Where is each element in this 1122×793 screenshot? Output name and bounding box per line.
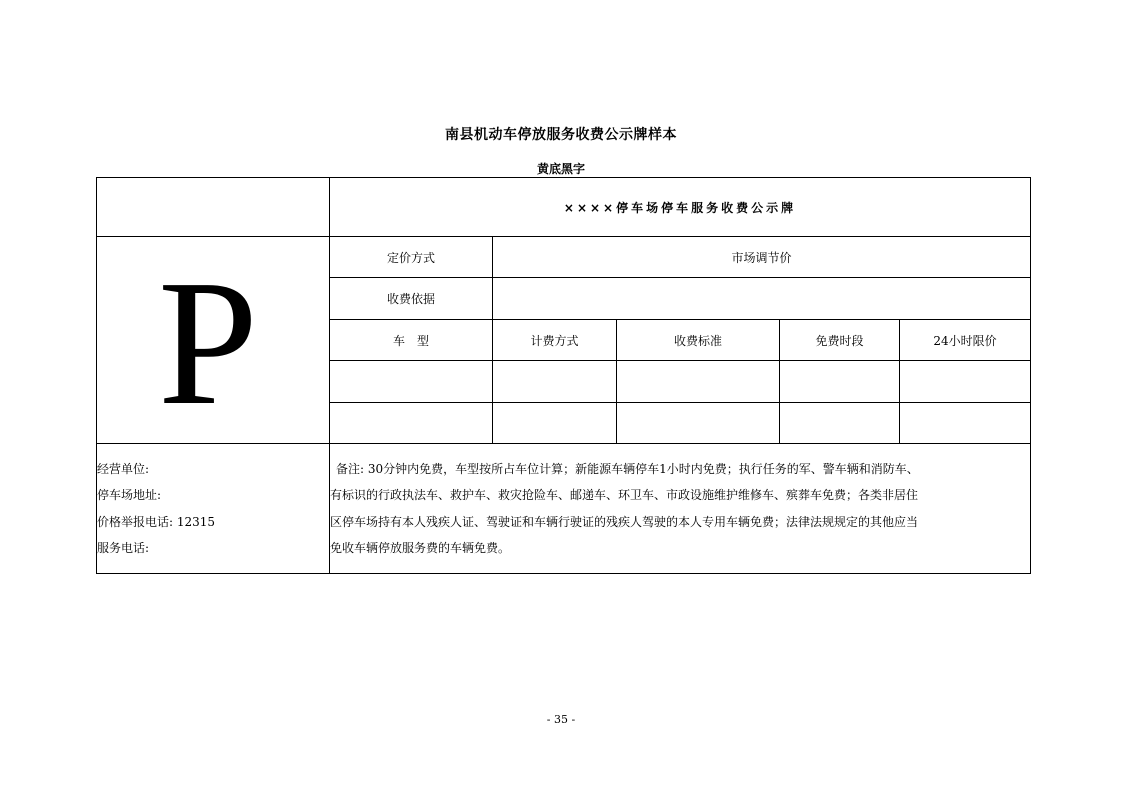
table-cell — [617, 403, 780, 444]
page-number: - 35 - — [546, 713, 576, 726]
table-cell — [900, 361, 1031, 403]
table-cell — [493, 361, 617, 403]
table-cell — [780, 361, 900, 403]
column-header-24h-cap: 24小时限价 — [900, 320, 1031, 361]
parking-p-icon: P — [157, 243, 259, 442]
service-phone-label: 服务电话: — [97, 541, 150, 555]
note-cell — [330, 444, 1031, 574]
note-line: 备注: 30分钟内免费，车型按所占车位计算；新能源车辆停车1小时内免费；执行任务的军、警车辆和消防车、 — [336, 461, 919, 476]
table-cell — [617, 361, 780, 403]
table-cell — [900, 403, 1031, 444]
column-header-free-period: 免费时段 — [780, 320, 900, 361]
document-subtitle: 黄底黑字 — [536, 162, 585, 176]
price-hotline: 价格举报电话: 12315 — [97, 514, 216, 529]
column-header-billing-method: 计费方式 — [493, 320, 617, 361]
fee-sign-table — [96, 177, 1031, 574]
operator-label: 经营单位: — [97, 461, 150, 476]
blank-header-cell — [97, 178, 330, 237]
pricing-method-value: 市场调节价 — [493, 237, 1031, 278]
pricing-method-label: 定价方式 — [330, 237, 493, 278]
sign-heading: ××××停车场停车服务收费公示牌 — [330, 178, 1031, 237]
document-title: 南县机动车停放服务收费公示牌样本 — [445, 127, 677, 143]
fee-basis-label: 收费依据 — [330, 278, 493, 320]
address-label: 停车场地址: — [97, 488, 162, 502]
note-line: 免收车辆停放服务费的车辆免费。 — [330, 541, 511, 555]
note-line: 有标识的行政执法车、救护车、救灾抢险车、邮递车、环卫车、市政设施维护维修车、殡葬车免费；各类非居住 — [330, 488, 919, 502]
operator-info-cell — [97, 444, 330, 574]
column-header-vehicle-type: 车 型 — [330, 320, 493, 361]
note-line: 区停车场持有本人残疾人证、驾驶证和车辆行驶证的残疾人驾驶的本人专用车辆免费；法律法规规定的其他应当 — [330, 514, 919, 529]
table-cell — [330, 361, 493, 403]
column-header-fee-standard: 收费标准 — [617, 320, 780, 361]
table-cell — [780, 403, 900, 444]
table-cell — [493, 403, 617, 444]
parking-logo-cell — [97, 237, 330, 444]
fee-basis-value — [493, 278, 1031, 320]
table-cell — [330, 403, 493, 444]
